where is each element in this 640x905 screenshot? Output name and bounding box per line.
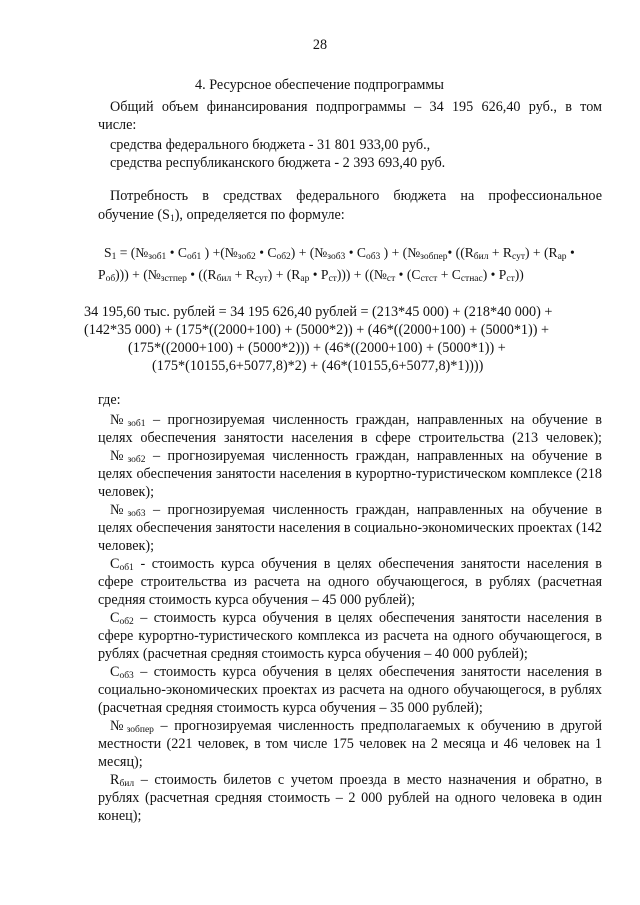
def-6-line-3: (расчетная средняя стоимость курса обучения – 35 000 рублей);	[98, 700, 483, 716]
def-8-line-1: $R_{бил}$ – стоимость билетов с учетом проезда в место назначения и обратно, в	[110, 772, 602, 789]
def-3-line-3: человек);	[98, 538, 155, 554]
page-number: 28	[312, 37, 328, 53]
calc-line-4: (175*(10155,6+5077,8)*2) + (46*(10155,6+5077,8)*1))))	[152, 358, 484, 374]
def-3-line-2: целях обеспечения занятости населения в социально-экономических проектах (142	[98, 520, 602, 536]
def-2-line-1: $№_{зоб2}$ – прогнозируемая численность граждан, направленных на обучение в	[110, 448, 602, 465]
section-title: 4. Ресурсное обеспечение подпрограммы	[195, 77, 444, 93]
need-line-1: Потребность в средствах федерального бюджета на профессиональное	[110, 188, 602, 204]
where-label: где:	[98, 392, 121, 408]
def-4-line-1: $C_{об1}$ - стоимость курса обучения в целях обеспечения занятости населения в	[110, 556, 602, 573]
def-8-line-3: конец);	[98, 808, 142, 824]
calc-line-3: (175*((2000+100) + (5000*2))) + (46*((2000+100) + (5000*1)) +	[128, 340, 506, 356]
calc-line-1: 34 195,60 тыс. рублей = 34 195 626,40 рублей = (213*45 000) + (218*40 000) +	[84, 304, 553, 320]
def-4-line-2: сфере строительства из расчета на одного обучающегося, в рублях (расчетная	[98, 574, 602, 590]
need-line-2: обучение $(S_1)$, определяется по формуле:	[98, 207, 345, 224]
def-3-line-1: $№_{зоб3}$ – прогнозируемая численность граждан, направленных на обучение в	[110, 502, 602, 519]
funding-federal: средства федерального бюджета - 31 801 933,00 руб.,	[110, 137, 431, 153]
calc-line-2: (142*35 000) + (175*((2000+100) + (5000*2)) + (46*((2000+100) + (5000*1)) +	[84, 322, 550, 338]
def-2-line-2: целях обеспечения занятости населения в курортно-туристическом комплексе (218	[98, 466, 602, 482]
def-4-line-3: средняя стоимость курса обучения – 45 000 рублей);	[98, 592, 416, 608]
formula-line-1: $S_1$ = ($№_{зоб1}$ • $C_{об1}$ ) $+(№_{зоб2}$ • $C_{об2}$) + ($№_{зоб3}$ • $C_{об3}$ ) + ($№_{зобпер}•$ ($(R_{бил} + R_{сут}) + (R_{ар}$ •	[104, 245, 575, 262]
def-7-line-3: месяц);	[98, 754, 143, 770]
def-1-line-1: $№_{зоб1}$ – прогнозируемая численность граждан, направленных на обучение в	[110, 412, 602, 429]
funding-line-1: Общий объем финансирования подпрограммы – 34 195 626,40 руб., в том	[110, 99, 602, 115]
formula-line-2: $P_{об}$))) + ($№_{зстпер}$ • ($(R_{бил} + R_{сут}) + (R_{ар}$ • $P_{ст}$))) + (($№_{ст}$ • $(C_{стст} + C_{стнас})$ • $P_{ст}$))	[98, 267, 524, 284]
funding-line-2: числе:	[98, 117, 137, 133]
def-8-line-2: рублях (расчетная средняя стоимость – 2 000 рублей на одного человека в один	[98, 790, 602, 806]
def-7-line-2: местности (221 человек, в том числе 175 человек на 2 месяца и 46 человек на 1	[98, 736, 602, 752]
def-7-line-1: $№_{зобпер}$ – прогнозируемая численность предполагаемых к обучению в другой	[110, 718, 603, 735]
def-2-line-3: человек);	[98, 484, 155, 500]
def-5-line-3: рублях (расчетная средняя стоимость курса обучения – 40 000 рублей);	[98, 646, 528, 662]
def-6-line-2: социально-экономических проектах из расчета на одного обучающегося, в рублях	[98, 682, 602, 698]
funding-republic: средства республиканского бюджета - 2 393 693,40 руб.	[110, 155, 446, 171]
def-6-line-1: $C_{об3}$ – стоимость курса обучения в целях обеспечения занятости населения в	[110, 664, 602, 681]
def-5-line-1: $C_{об2}$ – стоимость курса обучения в целях обеспечения занятости населения в	[110, 610, 602, 627]
def-1-line-2: целях обеспечения занятости населения в сфере строительства (213 человек);	[98, 430, 602, 446]
def-5-line-2: сфере курортно-туристического комплекса из расчета на одного обучающегося, в	[98, 628, 602, 644]
